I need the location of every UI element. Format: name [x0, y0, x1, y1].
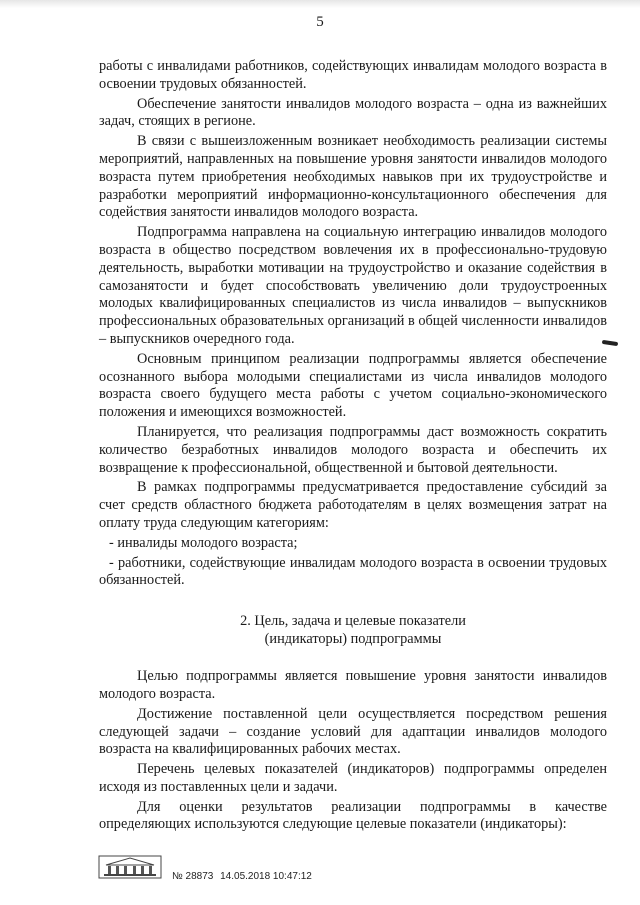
scan-edge [0, 0, 640, 8]
paragraph: Целью подпрограммы является повышение уровня занятости инвалидов молодого возраста. [99, 668, 607, 702]
paragraph: Обеспечение занятости инвалидов молодого возраста – одна из важнейших задач, стоящих в регионе. [99, 95, 607, 130]
paragraph: Достижение поставленной цели осуществляется посредством решения следующей задачи – создание условий для адаптации инвалидов молодого возраста на квалифицированных рабочих местах. [99, 705, 607, 758]
page-number: 5 [316, 14, 324, 30]
paragraph: Подпрограмма направлена на социальную интеграцию инвалидов молодого возраста в общество посредством вовлечения их в профессионально-трудовую деятельность, выработки мотивации на трудоустройство и оказание содействия в самозанятости и будет способствовать увеличению доли трудоустроенных молодых квалифицированных специалистов из числа инвалидов – выпускников профессиональных образовательных организаций в общей численности инвалидов – выпускников очередного года. [99, 224, 607, 347]
document-timestamp: 14.05.2018 10:47:12 [220, 871, 312, 882]
list-item: - инвалиды молодого возраста; [109, 534, 298, 551]
document-body [99, 58, 607, 836]
section-heading-line: (индикаторы) подпрограммы [264, 631, 442, 648]
document-registration [172, 871, 316, 882]
paragraph: работы с инвалидами работников, содействующих инвалидам молодого возраста в освоении трудовых обязанностей. [99, 58, 607, 92]
document-number: № 28873 [172, 871, 214, 882]
paragraph: В связи с вышеизложенным возникает необходимость реализации системы мероприятий, направленных на повышение уровня занятости инвалидов молодого возраста путем приобретения необходимых навыков при их трудоустройстве и разработки мероприятий информационно-консультационного обеспечения для содействия занятости инвалидов молодого возраста. [99, 133, 607, 221]
paragraph: В рамках подпрограммы предусматривается предоставление субсидий за счет средств областного бюджета работодателям в целях возмещения затрат на оплату труда следующим категориям: [99, 479, 607, 531]
paragraph: Основным принципом реализации подпрограммы является обеспечение осознанного выбора молодыми специалистами из числа инвалидов молодого возраста своего будущего места работы с учетом социально-экономического положения и имеющихся возможностей. [99, 350, 607, 421]
list-item: - работники, содействующие инвалидам молодого возраста в освоении трудовых обязанностей. [99, 554, 607, 589]
paragraph: Перечень целевых показателей (индикаторов) подпрограммы определен исходя из поставленных цели и задачи. [99, 761, 607, 795]
document-footer [98, 851, 398, 891]
archive-building-stamp-icon [98, 855, 162, 879]
paragraph: Планируется, что реализация подпрограммы даст возможность сократить количество безработных инвалидов молодого возраста и обеспечить их возвращение к профессиональной, общественной и бытовой деятельности. [99, 423, 607, 476]
section-heading [99, 612, 607, 648]
paragraph: Для оценки результатов реализации подпрограммы в качестве определяющих используются следующие целевые показатели (индикаторы): [99, 798, 607, 833]
section-heading-line: 2. Цель, задача и целевые показатели [240, 613, 466, 630]
